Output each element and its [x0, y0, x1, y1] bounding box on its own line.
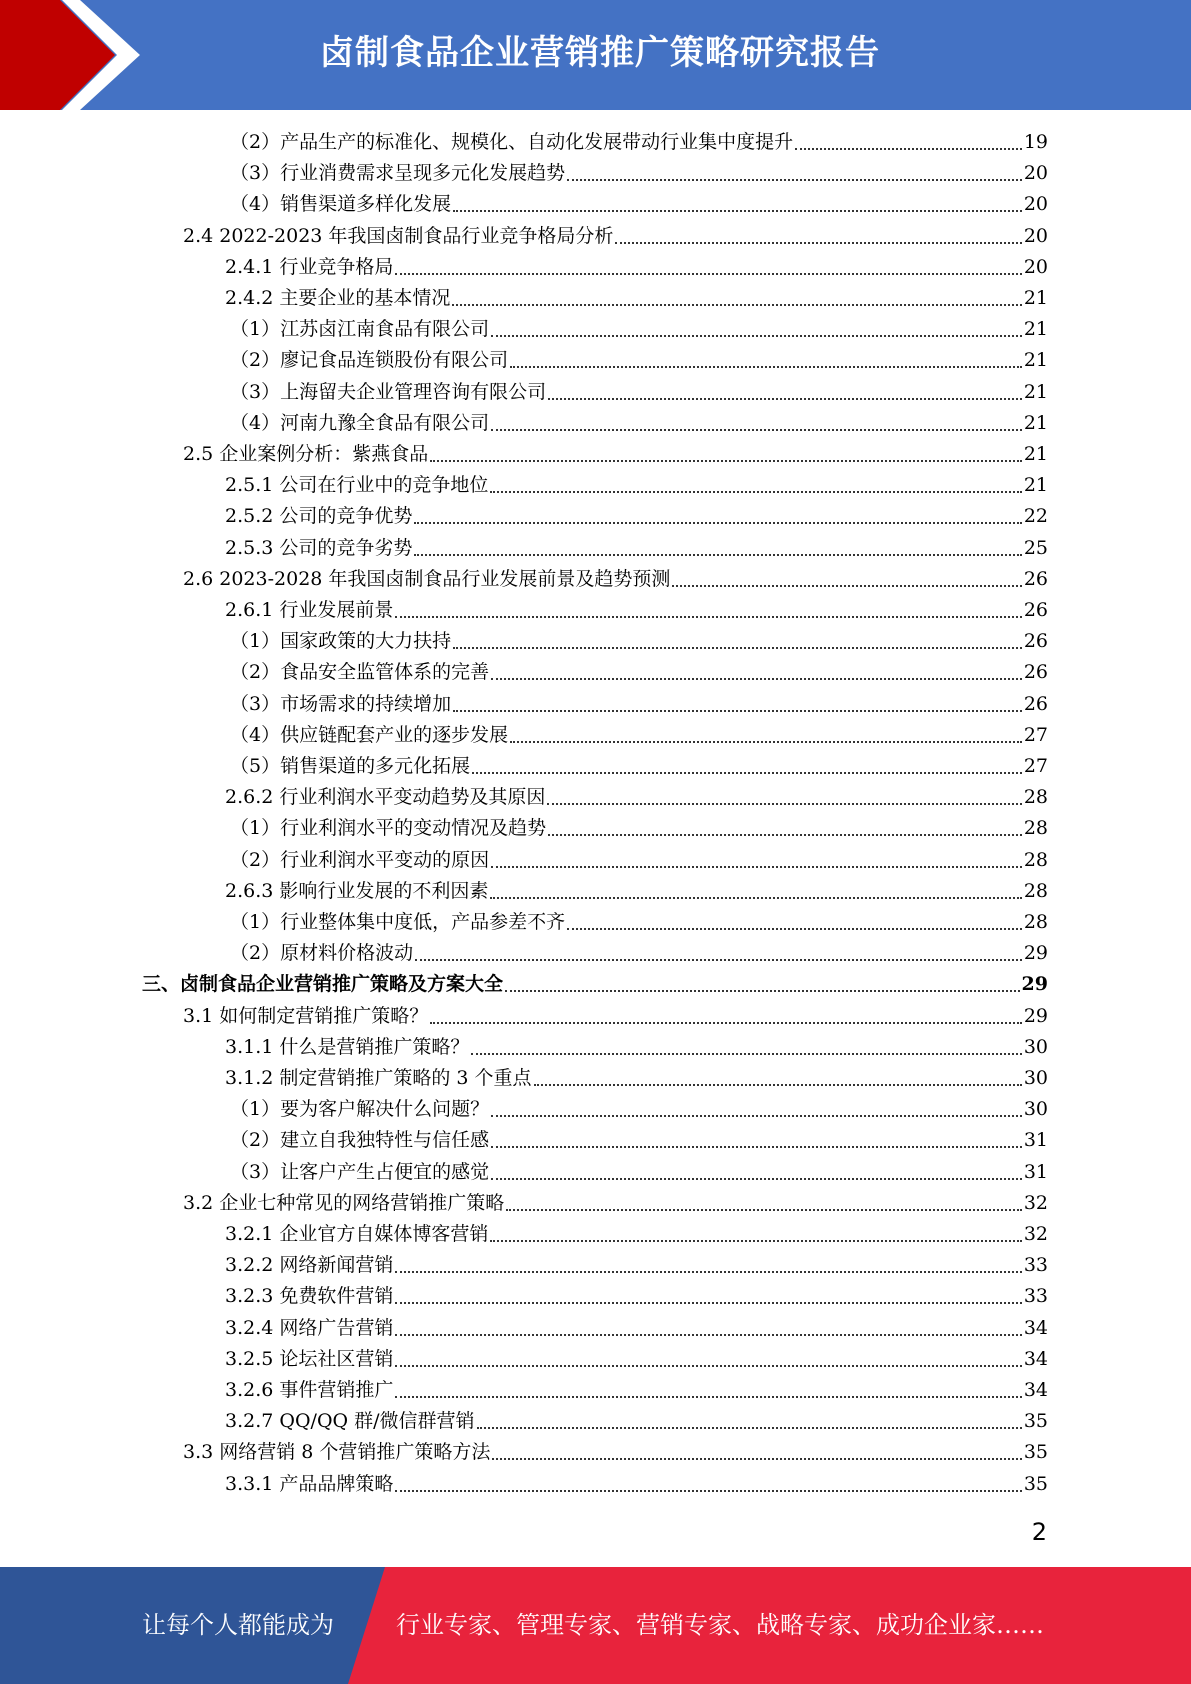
toc-entry-label: （1）行业利润水平的变动情况及趋势: [230, 817, 547, 840]
toc-entry-page: 31: [1023, 1160, 1048, 1183]
header-arrow-decoration: [0, 0, 200, 110]
toc-entry-page: 27: [1023, 723, 1048, 746]
toc-entry-page: 21: [1023, 318, 1048, 341]
toc-entry[interactable]: [225, 1032, 1048, 1063]
toc-entry-label: 3.1.2 制定营销推广策略的 3 个重点: [225, 1067, 532, 1089]
toc-entry-label: 3.2.4 网络广告营销: [225, 1316, 394, 1339]
toc-entry-page: 21: [1023, 411, 1048, 434]
toc-leader-dots: [491, 678, 1022, 680]
toc-entry-page: 22: [1023, 505, 1048, 528]
toc-entry-label: 2.4.2 主要企业的基本情况: [225, 287, 451, 309]
toc-leader-dots: [795, 148, 1022, 150]
page-footer: [0, 1567, 1191, 1684]
toc-entry[interactable]: [183, 439, 1048, 470]
toc-entry-page: 25: [1023, 536, 1048, 559]
toc-entry-label: （3）市场需求的持续增加: [230, 692, 452, 715]
toc-entry-page: 30: [1023, 1067, 1048, 1089]
toc-leader-dots: [472, 772, 1022, 774]
toc-entry-page: 30: [1023, 1035, 1048, 1058]
toc-entry-page: 20: [1023, 224, 1048, 247]
toc-entry-label: （2）廖记食品连锁股份有限公司: [230, 349, 509, 372]
toc-entry-label: 2.6 2023-2028 年我国卤制食品行业发展前景及趋势预测: [183, 567, 671, 590]
toc-entry-label: 3.1.1 什么是营销推广策略？: [225, 1035, 470, 1058]
toc-leader-dots: [510, 741, 1022, 743]
toc-entry[interactable]: [230, 813, 1048, 844]
toc-leader-dots: [490, 491, 1021, 493]
toc-entry-label: 2.6.3 影响行业发展的不利因素: [225, 879, 489, 902]
toc-entry-page: 28: [1023, 786, 1048, 809]
toc-entry-label: 2.6.2 行业利润水平变动趋势及其原因: [225, 786, 546, 809]
toc-leader-dots: [395, 1302, 1021, 1304]
toc-entry-label: 3.3.1 产品品牌策略: [225, 1472, 394, 1495]
toc-entry[interactable]: [230, 377, 1048, 408]
toc-entry-label: 2.4.1 行业竞争格局: [225, 255, 394, 278]
toc-entry-label: （2）行业利润水平变动的原因: [230, 848, 490, 871]
toc-entry-label: 3.2.7 QQ/QQ 群/微信群营销: [225, 1410, 475, 1433]
toc-leader-dots: [415, 959, 1022, 961]
toc-leader-dots: [491, 335, 1022, 337]
toc-entry[interactable]: [230, 1157, 1048, 1188]
toc-leader-dots: [510, 366, 1022, 368]
toc-entry-page: 33: [1023, 1254, 1048, 1277]
toc-entry[interactable]: [230, 314, 1048, 345]
toc-entry-page: 28: [1023, 817, 1048, 840]
toc-entry[interactable]: [230, 1094, 1048, 1125]
toc-entry[interactable]: [225, 1219, 1048, 1250]
toc-leader-dots: [505, 990, 1020, 992]
toc-entry-label: （2）食品安全监管体系的完善: [230, 661, 490, 684]
toc-leader-dots: [672, 585, 1021, 587]
toc-entry-page: 33: [1023, 1285, 1048, 1308]
toc-entry[interactable]: [230, 626, 1048, 657]
toc-entry-page: 29: [1023, 942, 1048, 965]
toc-entry-page: 29: [1021, 973, 1048, 996]
toc-entry[interactable]: [230, 408, 1048, 439]
toc-entry-page: 21: [1023, 443, 1048, 465]
page-header: [0, 0, 1191, 110]
toc-entry[interactable]: [225, 533, 1048, 564]
toc-entry-label: 三、卤制食品企业营销推广策略及方案大全: [142, 973, 504, 996]
toc-entry[interactable]: [225, 1313, 1048, 1344]
toc-leader-dots: [547, 803, 1021, 805]
toc-entry-page: 34: [1023, 1379, 1048, 1401]
toc-leader-dots: [395, 1334, 1021, 1336]
toc-entry[interactable]: [225, 1281, 1048, 1312]
toc-leader-dots: [491, 866, 1022, 868]
toc-leader-dots: [414, 522, 1021, 524]
toc-entry[interactable]: [225, 595, 1048, 626]
toc-entry-label: （4）供应链配套产业的逐步发展: [230, 723, 509, 746]
toc-entry-page: 35: [1023, 1441, 1048, 1464]
toc-leader-dots: [453, 710, 1022, 712]
toc-entry-page: 26: [1023, 692, 1048, 715]
toc-entry[interactable]: [225, 876, 1048, 907]
toc-leader-dots: [548, 398, 1022, 400]
footer-slogan-left: 让每个人都能成为: [142, 1611, 334, 1639]
toc-entry[interactable]: [230, 751, 1048, 782]
toc-entry[interactable]: [230, 158, 1048, 189]
toc-leader-dots: [395, 1490, 1021, 1492]
toc-entry[interactable]: [225, 782, 1048, 813]
toc-leader-dots: [491, 1146, 1022, 1148]
toc-entry[interactable]: [230, 689, 1048, 720]
toc-entry[interactable]: [183, 1188, 1048, 1219]
toc-leader-dots: [490, 1240, 1021, 1242]
toc-entry[interactable]: [230, 657, 1048, 688]
toc-entry-page: 21: [1023, 349, 1048, 372]
toc-entry-page: 35: [1023, 1410, 1048, 1433]
toc-entry[interactable]: [225, 501, 1048, 532]
toc-entry-page: 19: [1023, 131, 1048, 153]
toc-entry-page: 31: [1023, 1129, 1048, 1152]
toc-entry[interactable]: [225, 1469, 1048, 1500]
toc-entry-label: （1）国家政策的大力扶持: [230, 630, 452, 653]
toc-entry[interactable]: [225, 1406, 1048, 1437]
toc-entry-page: 28: [1023, 911, 1048, 933]
toc-entry[interactable]: [230, 845, 1048, 876]
toc-entry[interactable]: [225, 1375, 1048, 1406]
toc-entry-label: 3.2.6 事件营销推广: [225, 1379, 394, 1401]
toc-entry-label: 2.4 2022-2023 年我国卤制食品行业竞争格局分析: [183, 224, 614, 247]
toc-entry[interactable]: [230, 127, 1048, 158]
toc-leader-dots: [430, 1022, 1022, 1024]
toc-entry[interactable]: [230, 1125, 1048, 1156]
toc-leader-dots: [477, 1427, 1022, 1429]
toc-entry[interactable]: [225, 1063, 1048, 1094]
toc-entry-label: 2.5.1 公司在行业中的竞争地位: [225, 474, 489, 497]
toc-entry-label: （2）建立自我独特性与信任感: [230, 1129, 490, 1152]
toc-leader-dots: [506, 1209, 1022, 1211]
toc-entry-label: 3.2.1 企业官方自媒体博客营销: [225, 1223, 489, 1245]
toc-entry[interactable]: [230, 345, 1048, 376]
footer-slogan-right: 行业专家、管理专家、营销专家、战略专家、成功企业家……: [396, 1611, 1044, 1639]
toc-entry-page: 20: [1023, 162, 1048, 185]
toc-entry-page: 26: [1023, 567, 1048, 590]
toc-entry-label: （2）产品生产的标准化、规模化、自动化发展带动行业集中度提升: [230, 131, 794, 153]
toc-entry-label: （4）销售渠道多样化发展: [230, 193, 452, 216]
toc-entry-page: 26: [1023, 630, 1048, 653]
page-number: 2: [1031, 1518, 1047, 1546]
toc-entry[interactable]: [225, 1250, 1048, 1281]
report-title: 卤制食品企业营销推广策略研究报告: [320, 33, 880, 73]
toc-entry-page: 35: [1023, 1472, 1048, 1495]
toc-entry-label: 3.2.3 免费软件营销: [225, 1285, 394, 1308]
toc-entry-page: 29: [1023, 1004, 1048, 1027]
toc-entry-label: （5）销售渠道的多元化拓展: [230, 755, 471, 777]
toc-entry-page: 34: [1023, 1316, 1048, 1339]
toc-entry-label: 3.2.2 网络新闻营销: [225, 1254, 394, 1277]
toc-entry-label: 2.6.1 行业发展前景: [225, 599, 394, 621]
toc-entry-page: 26: [1023, 599, 1048, 621]
toc-entry-label: （1）行业整体集中度低，产品参差不齐: [230, 911, 566, 933]
toc-entry-page: 34: [1023, 1347, 1048, 1370]
toc-entry-label: 2.5 企业案例分析：紫燕食品: [183, 443, 429, 465]
toc-entry-page: 21: [1023, 287, 1048, 309]
toc-entry-page: 28: [1023, 879, 1048, 902]
toc-entry-label: 3.1 如何制定营销推广策略？: [183, 1004, 429, 1027]
toc-entry[interactable]: [183, 564, 1048, 595]
toc-entry-page: 26: [1023, 661, 1048, 684]
toc-entry[interactable]: [225, 283, 1048, 314]
toc-entry-page: 28: [1023, 848, 1048, 871]
toc-entry-label: 3.2 企业七种常见的网络营销推广策略: [183, 1191, 505, 1214]
toc-leader-dots: [395, 1271, 1021, 1273]
toc-leader-dots: [452, 304, 1021, 306]
toc-entry-label: 2.5.2 公司的竞争优势: [225, 505, 413, 528]
toc-leader-dots: [395, 1365, 1021, 1367]
toc-leader-dots: [567, 928, 1022, 930]
toc-entry-label: 3.3 网络营销 8 个营销推广策略方法: [183, 1441, 491, 1464]
toc-entry-label: （3）让客户产生占便宜的感觉: [230, 1160, 490, 1183]
toc-entry[interactable]: [183, 1001, 1048, 1032]
toc-entry-label: （3）上海留夫企业管理咨询有限公司: [230, 380, 547, 403]
toc-entry[interactable]: [183, 221, 1048, 252]
toc-entry-page: 32: [1023, 1191, 1048, 1214]
toc-leader-dots: [430, 460, 1022, 462]
toc-leader-dots: [492, 1458, 1021, 1460]
toc-leader-dots: [491, 429, 1022, 431]
toc-leader-dots: [453, 210, 1022, 212]
toc-entry[interactable]: [230, 189, 1048, 220]
toc-entry-label: （4）河南九豫全食品有限公司: [230, 411, 490, 434]
toc-entry-page: 21: [1023, 380, 1048, 403]
toc-leader-dots: [548, 834, 1022, 836]
toc-leader-dots: [453, 647, 1022, 649]
toc-leader-dots: [414, 554, 1021, 556]
toc-entry-page: 30: [1023, 1098, 1048, 1121]
toc-leader-dots: [395, 273, 1021, 275]
toc-entry-label: 2.5.3 公司的竞争劣势: [225, 536, 413, 559]
toc-entry-label: （1）江苏卤江南食品有限公司: [230, 318, 490, 341]
toc-entry[interactable]: [142, 969, 1048, 1000]
toc-entry-page: 32: [1023, 1223, 1048, 1245]
toc-entry[interactable]: [225, 470, 1048, 501]
toc-leader-dots: [534, 1084, 1022, 1086]
toc-leader-dots: [395, 1396, 1021, 1398]
toc-leader-dots: [491, 1115, 1022, 1117]
toc-entry[interactable]: [225, 1344, 1048, 1375]
toc-leader-dots: [491, 1178, 1022, 1180]
toc-entry[interactable]: [230, 720, 1048, 751]
toc-entry[interactable]: [230, 938, 1048, 969]
toc-entry-label: （2）原材料价格波动: [230, 942, 414, 965]
toc-leader-dots: [490, 897, 1021, 899]
toc-entry-page: 20: [1023, 255, 1048, 278]
toc-leader-dots: [567, 179, 1022, 181]
toc-entry-page: 27: [1023, 755, 1048, 777]
toc-entry-page: 20: [1023, 193, 1048, 216]
toc-leader-dots: [615, 242, 1021, 244]
toc-entry-label: 3.2.5 论坛社区营销: [225, 1347, 394, 1370]
toc-leader-dots: [395, 616, 1021, 618]
toc-entry[interactable]: [183, 1437, 1048, 1468]
toc-entry[interactable]: [230, 907, 1048, 938]
toc-entry[interactable]: [225, 252, 1048, 283]
toc-entry-page: 21: [1023, 474, 1048, 497]
toc-entry-label: （1）要为客户解决什么问题？: [230, 1098, 490, 1121]
toc-entry-label: （3）行业消费需求呈现多元化发展趋势: [230, 162, 566, 185]
toc-leader-dots: [471, 1053, 1021, 1055]
